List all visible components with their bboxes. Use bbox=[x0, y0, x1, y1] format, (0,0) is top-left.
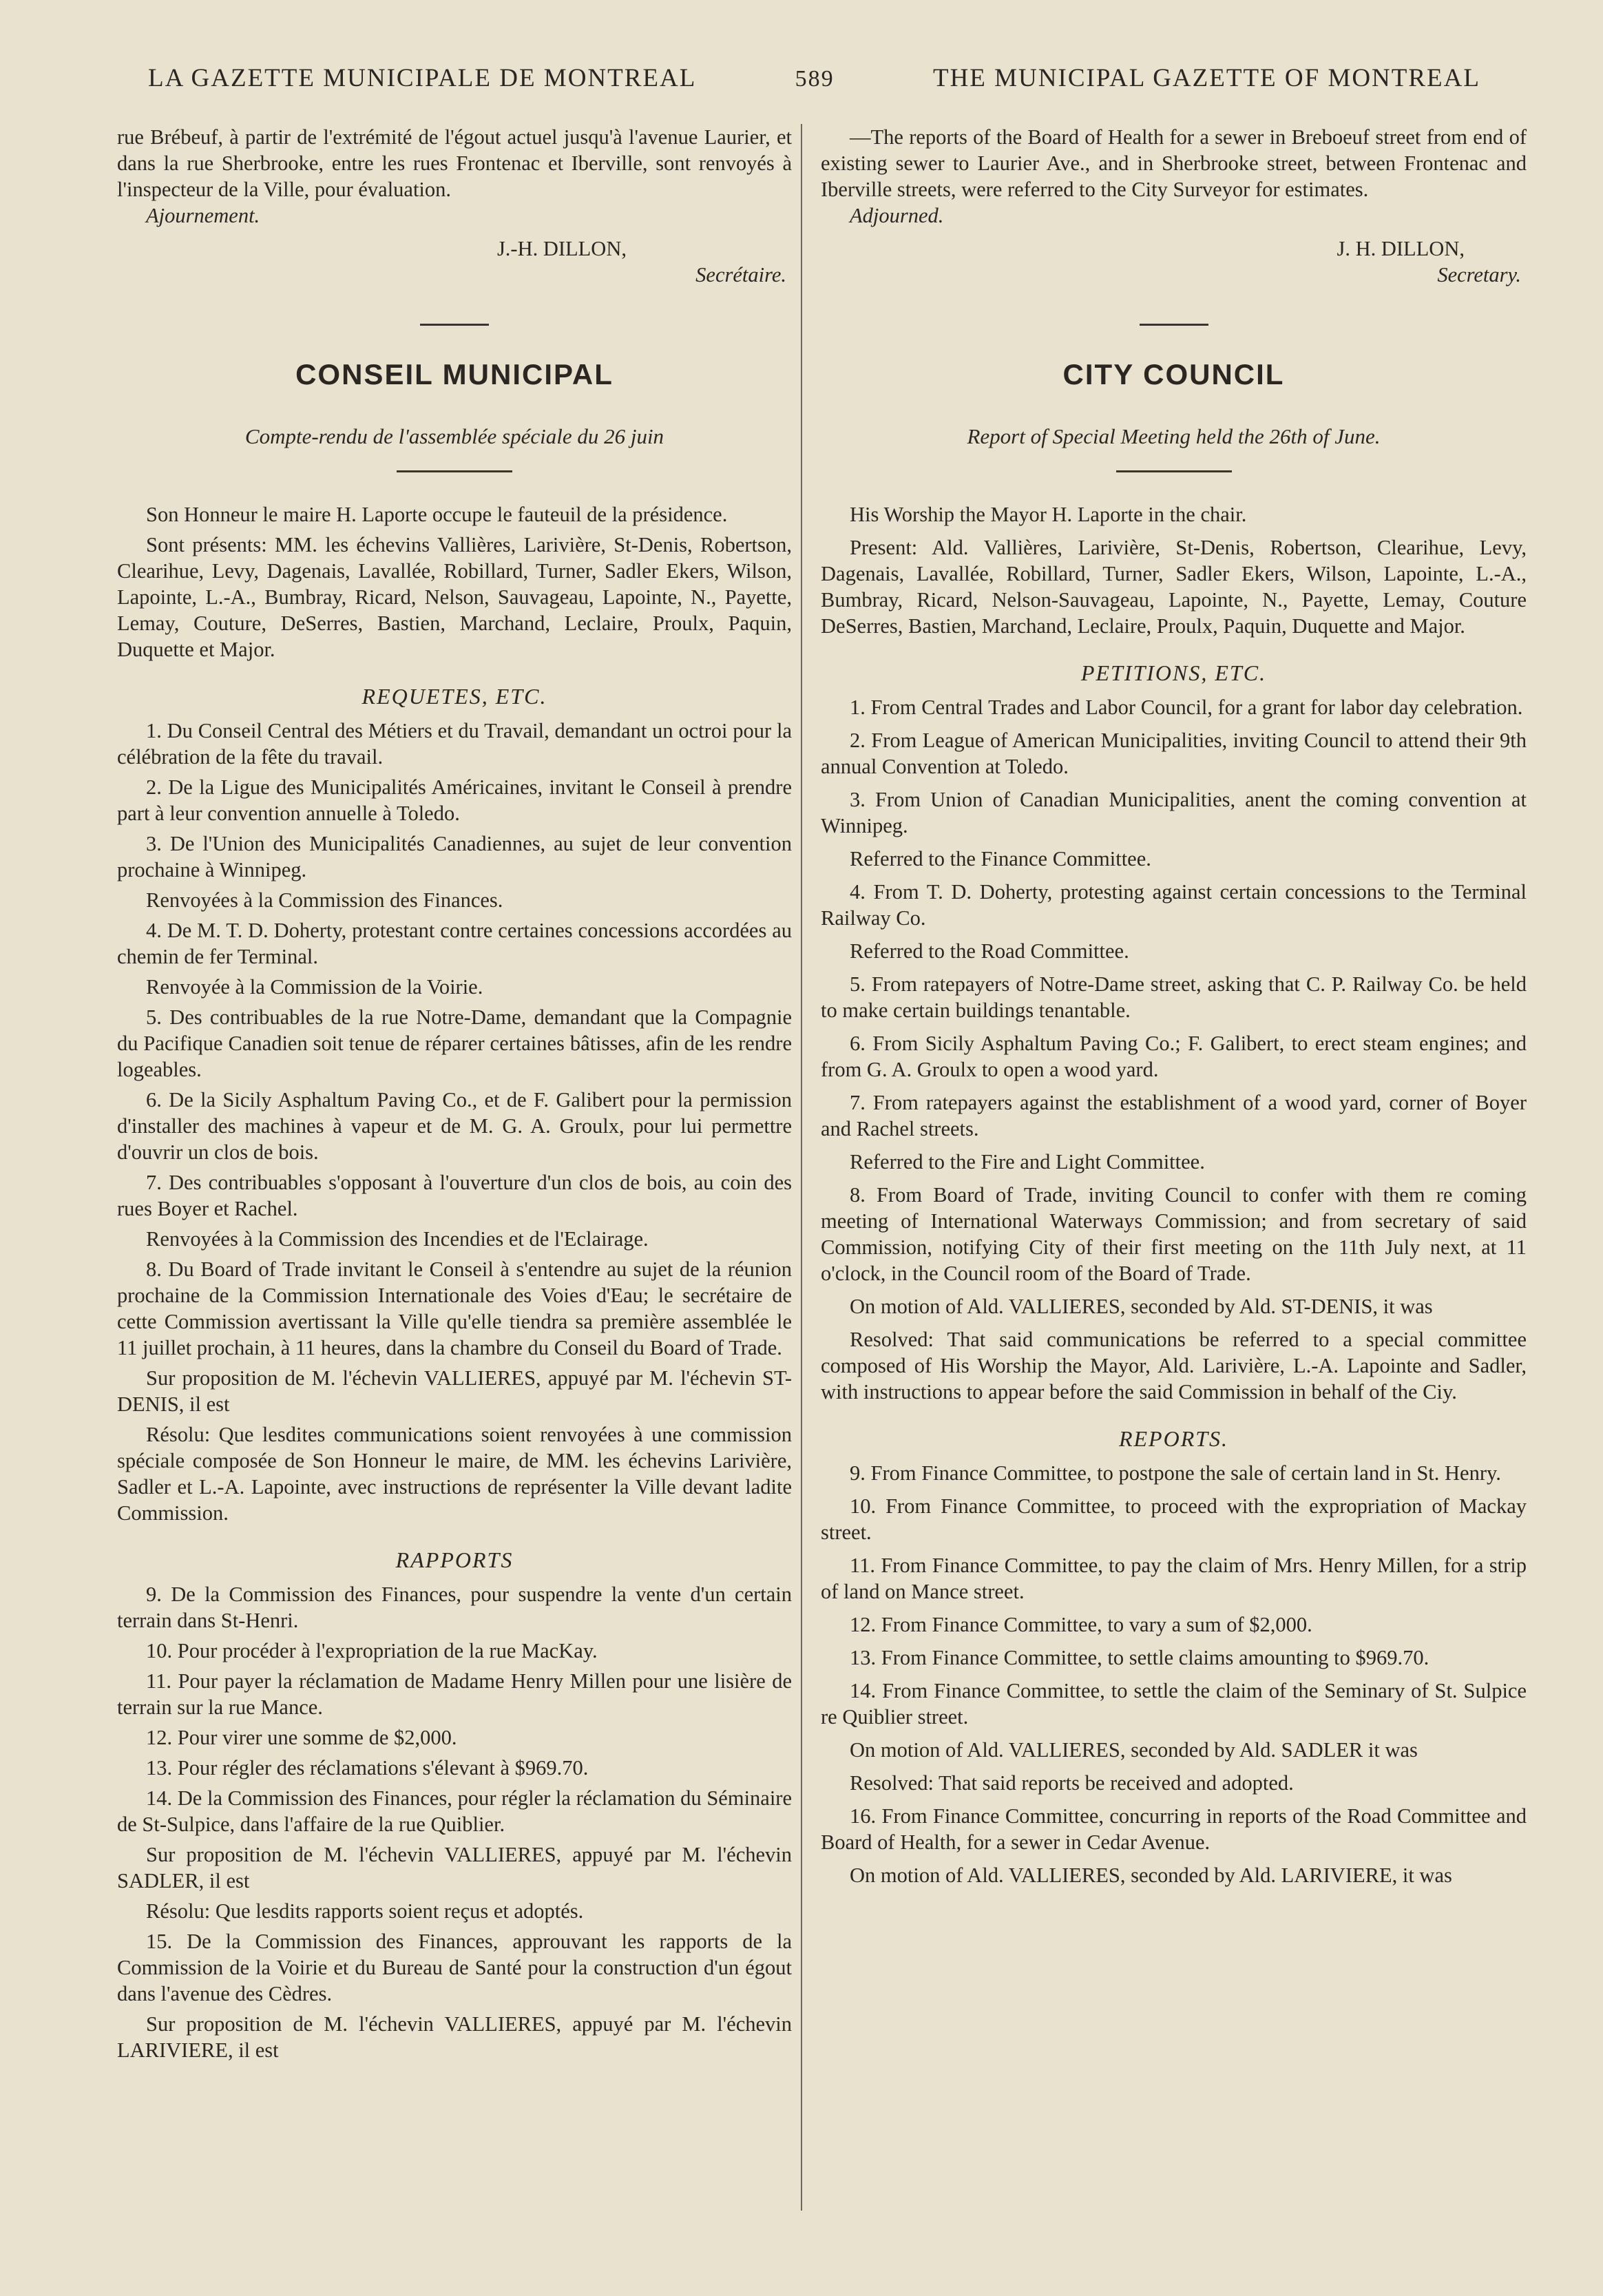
left-report: 13. Pour régler des réclamations s'élevant à $969.70. bbox=[146, 1756, 589, 1780]
left-report: 10. Pour procéder à l'expropriation de la rue MacKay. bbox=[146, 1639, 598, 1662]
french-column bbox=[117, 124, 792, 2067]
left-request: 6. De la Sicily Asphaltum Paving Co., et de F. Galibert pour la permission d'installer des machines à vapeur et de M. G. A. Groulx, pour lui permettre d'ouvrir un clos de bois. bbox=[117, 1088, 792, 1164]
right-petition: Referred to the Fire and Light Committee. bbox=[850, 1150, 1205, 1173]
right-report: 13. From Finance Committee, to settle claims amounting to $969.70. bbox=[850, 1646, 1429, 1669]
header-title-english: THE MUNICIPAL GAZETTE OF MONTREAL bbox=[932, 64, 1480, 92]
right-chair: His Worship the Mayor H. Laporte in the chair. bbox=[850, 503, 1247, 526]
right-report: 11. From Finance Committee, to pay the claim of Mrs. Henry Millen, for a strip of land on Mance street. bbox=[821, 1554, 1527, 1603]
right-petition: On motion of Ald. VALLIERES, seconded by Ald. ST-DENIS, it was bbox=[850, 1295, 1433, 1318]
english-column bbox=[821, 124, 1527, 1895]
left-subtitle: Compte-rendu de l'assemblée spéciale du 26 juin bbox=[244, 424, 664, 448]
left-rule-2 bbox=[397, 470, 512, 472]
right-intro: —The reports of the Board of Health for a sewer in Breboeuf street from end of existing sewer to Laurier Ave., and in Sherbrooke street, between Frontenac and Iberville streets, were referred to the City Surveyor for estimates. bbox=[821, 125, 1527, 201]
left-request: Sur proposition de M. l'échevin VALLIERES, appuyé par M. l'échevin ST-DENIS, il est bbox=[117, 1366, 792, 1416]
right-rule-1 bbox=[1140, 324, 1208, 326]
right-petition: 2. From League of American Municipalities, inviting Council to attend their 9th annual Convention at Toledo. bbox=[821, 729, 1527, 778]
left-report: Résolu: Que lesdits rapports soient reçus et adoptés. bbox=[146, 1899, 584, 1923]
left-council-title: CONSEIL MUNICIPAL bbox=[295, 358, 614, 390]
left-intro: rue Brébeuf, à partir de l'extrémité de l'égout actuel jusqu'à l'avenue Laurier, et dans la rue Sherbrooke, entre les rues Frontenac et Iberville, sont renvoyés à l'inspecteur de la Ville, pour évaluation. bbox=[117, 125, 792, 201]
left-request: Résolu: Que lesdites communications soient renvoyées à une commission spéciale composée de Son Honneur le maire, de MM. les échevins Larivière, Sadler et L.-A. Lapointe, avec instructions de représenter la Ville devant ladite Commission. bbox=[117, 1423, 792, 1525]
right-report: 9. From Finance Committee, to postpone the sale of certain land in St. Henry. bbox=[850, 1461, 1501, 1485]
left-present: Sont présents: MM. les échevins Vallières, Larivière, St-Denis, Robertson, Clearihue, Levy, Dagenais, Lavallée, Robillard, Turner, Sadler Ekers, Wilson, Lapointe, L.-A., Bumbray, Ricard, Nelson, Sauvageau, Lapointe, N., Payette, Lemay, Couture, DeSerres, Bastien, Marchand, Leclaire, Proulx, Paquin, Duquette et Major. bbox=[117, 533, 792, 661]
left-request: Renvoyées à la Commission des Incendies et de l'Eclairage. bbox=[146, 1227, 649, 1251]
right-present: Present: Ald. Vallières, Larivière, St-Denis, Robertson, Clearihue, Levy, Dagenais, Lavallée, Robillard, Turner, Sadler Ekers, Wilson, Lapointe, L.-A., Bumbray, Ricard, Nelson-Sauvageau, Lapointe, N., Payette, Lemay, Couture DeSerres, Bastien, Marchand, Leclaire, Proulx, Paquin, Duquette and Major. bbox=[821, 536, 1527, 638]
left-signer: J.-H. DILLON, bbox=[496, 237, 627, 260]
page-header bbox=[148, 63, 1480, 93]
left-request: 5. Des contribuables de la rue Notre-Dame, demandant que la Compagnie du Pacifique Canadien soit tenue de réparer certaines bâtisses, afin de les rendre logeables. bbox=[117, 1005, 792, 1081]
left-reports-heading: RAPPORTS bbox=[395, 1547, 514, 1572]
right-petition: 1. From Central Trades and Labor Council, for a grant for labor day celebration. bbox=[850, 696, 1523, 719]
right-petition: Referred to the Road Committee. bbox=[850, 939, 1129, 963]
right-report: 10. From Finance Committee, to proceed with the expropriation of Mackay street. bbox=[821, 1494, 1527, 1544]
left-report: 12. Pour virer une somme de $2,000. bbox=[146, 1726, 457, 1749]
left-report: Sur proposition de M. l'échevin VALLIERES, appuyé par M. l'échevin SADLER, il est bbox=[117, 1843, 792, 1892]
left-request: 2. De la Ligue des Municipalités Américaines, invitant le Conseil à prendre part à leur convention annuelle à Toledo. bbox=[117, 775, 792, 825]
right-petition: 3. From Union of Canadian Municipalities, anent the coming convention at Winnipeg. bbox=[821, 788, 1527, 837]
right-signer: J. H. DILLON, bbox=[1337, 237, 1465, 260]
left-chair: Son Honneur le maire H. Laporte occupe le fauteuil de la présidence. bbox=[146, 503, 728, 526]
left-rule-1 bbox=[420, 324, 489, 326]
right-council-title: CITY COUNCIL bbox=[1062, 358, 1285, 390]
left-requests-heading: REQUETES, ETC. bbox=[362, 684, 547, 709]
right-report: On motion of Ald. VALLIERES, seconded by Ald. SADLER it was bbox=[850, 1738, 1418, 1762]
right-petitions-heading: PETITIONS, ETC. bbox=[1080, 660, 1267, 685]
right-report: On motion of Ald. VALLIERES, seconded by Ald. LARIVIERE, it was bbox=[850, 1864, 1452, 1887]
right-petition: 4. From T. D. Doherty, protesting against certain concessions to the Terminal Railway Co. bbox=[821, 880, 1527, 930]
left-signer-title: Secrétaire. bbox=[695, 263, 786, 286]
right-petition: Resolved: That said communications be referred to a special committee composed of His Worship the Mayor, Ald. Larivière, L.-A. Lapointe and Sadler, with instructions to appear before the said Commission in behalf of the Ciy. bbox=[821, 1328, 1527, 1403]
left-report: 14. De la Commission des Finances, pour régler la réclamation du Séminaire de St-Sulpice, dans l'affaire de la rue Quiblier. bbox=[117, 1786, 792, 1836]
left-request: 7. Des contribuables s'opposant à l'ouverture d'un clos de bois, au coin des rues Boyer et Rachel. bbox=[117, 1171, 792, 1220]
left-request: 4. De M. T. D. Doherty, protestant contre certaines concessions accordées au chemin de fer Terminal. bbox=[117, 919, 792, 968]
right-signer-title: Secretary. bbox=[1437, 263, 1521, 286]
right-petition: Referred to the Finance Committee. bbox=[850, 847, 1151, 870]
right-report: Resolved: That said reports be received and adopted. bbox=[850, 1771, 1294, 1795]
header-title-french: LA GAZETTE MUNICIPALE DE MONTREAL bbox=[148, 64, 697, 92]
right-petition: 7. From ratepayers against the establishment of a wood yard, corner of Boyer and Rachel streets. bbox=[821, 1091, 1527, 1140]
left-request: Renvoyées à la Commission des Finances. bbox=[146, 888, 503, 912]
right-petition: 8. From Board of Trade, inviting Council to confer with them re coming meeting of International Waterways Commission; and from secretary of said Commission, notifying City of their first meeting on the 11th July next, at 11 o'clock, in the Council room of the Board of Trade. bbox=[821, 1183, 1527, 1285]
right-petition: 6. From Sicily Asphaltum Paving Co.; F. Galibert, to erect steam engines; and from G. A. Groulx to open a wood yard. bbox=[821, 1032, 1527, 1081]
left-report: Sur proposition de M. l'échevin VALLIERES, appuyé par M. l'échevin LARIVIERE, il est bbox=[117, 2012, 792, 2062]
left-request: 8. Du Board of Trade invitant le Conseil à s'entendre au sujet de la réunion prochaine de la Commission Internationale des Voies d'Eau; le secrétaire de cette Commission avertissant la Ville qu'elle tiendra sa première assemblée le 11 juillet prochain, à 11 heures, dans la chambre du Conseil du Board of Trade. bbox=[117, 1257, 792, 1359]
left-report: 15. De la Commission des Finances, approuvant les rapports de la Commission de la Voirie et du Bureau de Santé pour la construction d'un égout dans l'avenue des Cèdres. bbox=[117, 1930, 792, 2005]
left-report: 9. De la Commission des Finances, pour suspendre la vente d'un certain terrain dans St-Henri. bbox=[117, 1583, 792, 1632]
column-divider bbox=[801, 124, 802, 2211]
page-number: 589 bbox=[795, 66, 835, 92]
right-report: 12. From Finance Committee, to vary a sum of $2,000. bbox=[850, 1613, 1312, 1636]
right-report: 14. From Finance Committee, to settle the claim of the Seminary of St. Sulpice re Quiblier street. bbox=[821, 1679, 1527, 1729]
left-request: 1. Du Conseil Central des Métiers et du Travail, demandant un octroi pour la célébration de la fête du travail. bbox=[117, 719, 792, 769]
left-request: Renvoyée à la Commission de la Voirie. bbox=[146, 975, 483, 999]
left-request: 3. De l'Union des Municipalités Canadiennes, au sujet de leur convention prochaine à Winnipeg. bbox=[117, 832, 792, 881]
right-report: 16. From Finance Committee, concurring in reports of the Road Committee and Board of Health, for a sewer in Cedar Avenue. bbox=[821, 1804, 1527, 1854]
right-adjourn: Adjourned. bbox=[850, 204, 944, 227]
right-rule-2 bbox=[1116, 470, 1232, 472]
left-adjourn: Ajournement. bbox=[146, 204, 260, 227]
right-petition: 5. From ratepayers of Notre-Dame street, asking that C. P. Railway Co. be held to make certain buildings tenantable. bbox=[821, 972, 1527, 1022]
right-subtitle: Report of Special Meeting held the 26th of June. bbox=[967, 424, 1381, 448]
right-reports-heading: REPORTS. bbox=[1118, 1426, 1229, 1451]
left-report: 11. Pour payer la réclamation de Madame Henry Millen pour une lisière de terrain sur la rue Mance. bbox=[117, 1669, 792, 1719]
